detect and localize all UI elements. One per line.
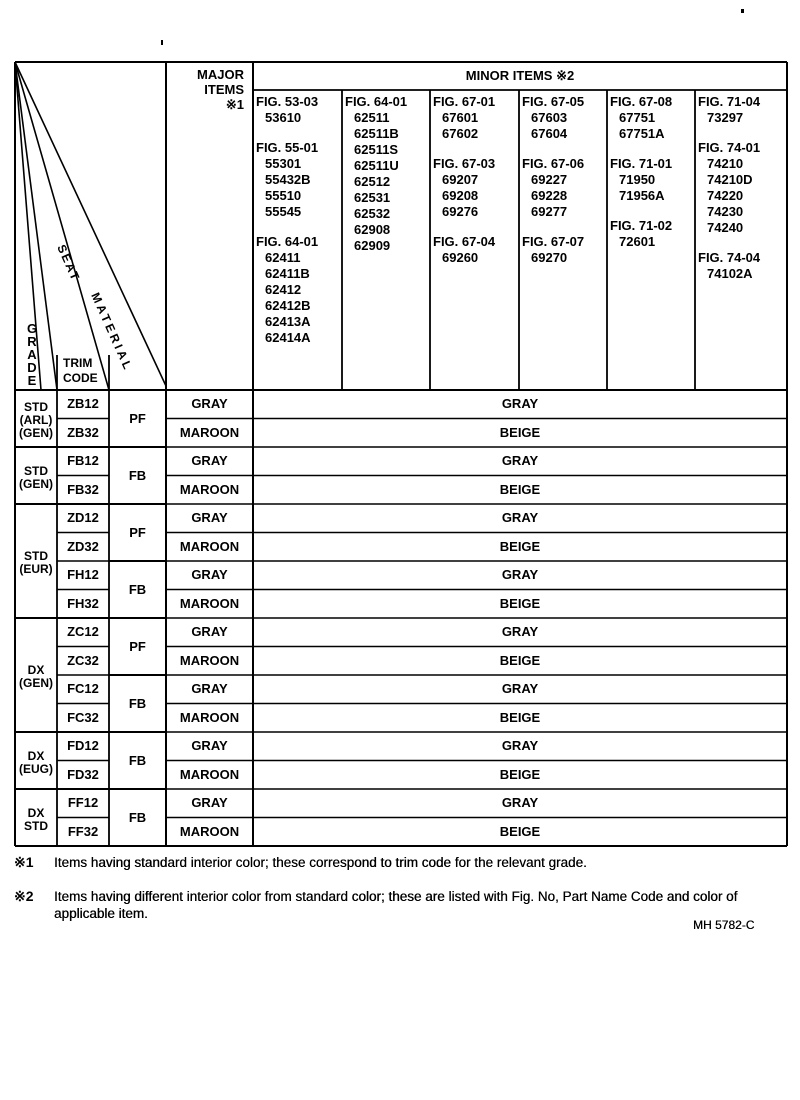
- fig-number: FIG. 67-05: [522, 94, 585, 109]
- part-code: 74220: [707, 188, 744, 203]
- grade-label: DX (GEN): [19, 663, 53, 690]
- part-code: 67601: [442, 110, 479, 125]
- major-item-color: MAROON: [179, 595, 240, 611]
- seat-material-label: FB: [128, 809, 147, 825]
- major-item-color: MAROON: [179, 424, 240, 440]
- major-item-color: GRAY: [191, 567, 228, 583]
- fig-number: FIG. 53-03: [256, 94, 319, 109]
- fig-number: FIG. 67-03: [433, 156, 496, 171]
- major-item-color: GRAY: [191, 795, 228, 811]
- minor-item-color: GRAY: [501, 567, 539, 583]
- minor-item-color: BEIGE: [499, 823, 541, 839]
- minor-item-color: GRAY: [501, 681, 539, 697]
- trim-code: FC12: [67, 681, 99, 697]
- minor-item-color: GRAY: [501, 624, 539, 640]
- part-code: 62511U: [354, 158, 399, 173]
- fig-group: [433, 156, 518, 220]
- fig-number: FIG. 67-07: [522, 234, 585, 249]
- fig-group: [345, 94, 429, 254]
- major-item-color: MAROON: [179, 709, 240, 725]
- grade-header: G R A D E: [26, 321, 38, 388]
- minor-item-column: [610, 94, 694, 264]
- minor-item-column: [433, 94, 518, 280]
- part-code: 69277: [531, 204, 568, 219]
- note-text: Items having standard interior color; these correspond to trim code for the relevant grade.: [54, 855, 587, 870]
- trim-code: FH12: [67, 567, 99, 583]
- grade-label: STD (ARL) (GEN): [19, 400, 53, 440]
- part-code: 74210D: [707, 172, 753, 187]
- fig-number: FIG. 64-01: [345, 94, 408, 109]
- fig-number: FIG. 74-01: [698, 140, 761, 155]
- scan-speck: [161, 40, 163, 45]
- minor-item-color: BEIGE: [499, 481, 541, 497]
- fig-number: FIG. 74-04: [698, 250, 761, 265]
- material-header: MATERIAL: [88, 290, 136, 374]
- fig-number: FIG. 67-01: [433, 94, 496, 109]
- part-code: 62412: [265, 282, 302, 297]
- major-item-color: MAROON: [179, 652, 240, 668]
- minor-item-column: [256, 94, 341, 360]
- major-item-color: GRAY: [191, 510, 228, 526]
- part-code: 67603: [531, 110, 568, 125]
- seat-header: SEAT: [54, 242, 84, 284]
- fig-group: [610, 94, 694, 142]
- major-items-header: MAJOR ITEMS ※1: [197, 67, 244, 112]
- trim-code: FF12: [67, 795, 99, 811]
- major-item-color: GRAY: [191, 681, 228, 697]
- part-code: 62511B: [354, 126, 399, 141]
- major-item-color: GRAY: [191, 396, 228, 412]
- fig-group: [610, 156, 694, 204]
- fig-group: [433, 94, 518, 142]
- part-code: 69276: [442, 204, 479, 219]
- trim-code: FH32: [67, 595, 99, 611]
- part-code: 62908: [354, 222, 391, 237]
- trim-code: ZB32: [67, 424, 99, 440]
- part-code: 67751: [619, 110, 656, 125]
- fig-number: FIG. 71-02: [610, 218, 673, 233]
- trim-code: ZC32: [67, 652, 99, 668]
- part-code: 55510: [265, 188, 302, 203]
- trim-code: FB12: [67, 453, 99, 469]
- fig-number: FIG. 67-06: [522, 156, 585, 171]
- minor-item-column: [522, 94, 606, 280]
- seat-material-label: PF: [129, 638, 146, 654]
- part-code: 69208: [442, 188, 479, 203]
- part-code: 69207: [442, 172, 479, 187]
- part-code: 62411: [265, 250, 301, 265]
- major-item-color: GRAY: [191, 624, 228, 640]
- part-code: 62531: [354, 190, 391, 205]
- minor-item-color: GRAY: [501, 795, 539, 811]
- part-code: 62532: [354, 206, 391, 221]
- part-code: 69270: [531, 250, 568, 265]
- trim-code: FB32: [67, 481, 99, 497]
- note-mark: ※2: [14, 888, 34, 904]
- minor-item-color: GRAY: [501, 453, 539, 469]
- fig-group: [610, 218, 694, 250]
- trim-code: FC32: [67, 709, 99, 725]
- part-code: 69227: [531, 172, 568, 187]
- part-code: 53610: [265, 110, 302, 125]
- part-code: 62909: [354, 238, 391, 253]
- minor-item-color: GRAY: [501, 396, 539, 412]
- fig-number: FIG. 71-04: [698, 94, 761, 109]
- seat-material-label: PF: [129, 524, 146, 540]
- note-mark: ※1: [14, 854, 34, 870]
- grade-label: STD (EUR): [19, 549, 53, 576]
- minor-item-color: BEIGE: [499, 709, 541, 725]
- fig-number: FIG. 71-01: [610, 156, 673, 171]
- grade-label: DX STD: [24, 805, 48, 833]
- major-item-color: MAROON: [179, 538, 240, 554]
- minor-item-column: [698, 94, 786, 296]
- minor-item-color: BEIGE: [499, 652, 541, 668]
- fig-group: [698, 250, 786, 282]
- part-code: 74102A: [707, 266, 753, 281]
- part-code: 69260: [442, 250, 479, 265]
- major-item-color: GRAY: [191, 453, 228, 469]
- minor-item-color: BEIGE: [499, 538, 541, 554]
- fig-group: [522, 234, 606, 266]
- fig-number: FIG. 55-01: [256, 140, 319, 155]
- major-item-color: MAROON: [179, 481, 240, 497]
- fig-group: [522, 94, 606, 142]
- part-code: 74230: [707, 204, 744, 219]
- minor-item-color: BEIGE: [499, 424, 541, 440]
- seat-material-label: FB: [128, 467, 147, 483]
- major-item-color: GRAY: [191, 738, 228, 754]
- seat-material-label: FB: [128, 581, 147, 597]
- fig-number: FIG. 67-04: [433, 234, 496, 249]
- part-code: 55432B: [265, 172, 311, 187]
- trim-code: FF32: [67, 823, 99, 839]
- trim-code: FD12: [67, 738, 99, 754]
- trim-code: ZD12: [67, 510, 99, 526]
- minor-item-color: BEIGE: [499, 595, 541, 611]
- scan-speck: [741, 9, 744, 13]
- trim-code: FD32: [67, 766, 99, 782]
- fig-group: [433, 234, 518, 266]
- document-code: MH 5782-C: [693, 918, 755, 932]
- major-item-color: MAROON: [179, 766, 240, 782]
- seat-material-label: FB: [128, 695, 147, 711]
- part-code: 62414A: [265, 330, 311, 345]
- part-code: 67751A: [619, 126, 665, 141]
- part-code: 67602: [442, 126, 479, 141]
- trim-code-header: TRIM CODE: [63, 356, 98, 385]
- fig-group: [698, 94, 786, 126]
- part-code: 62411B: [265, 266, 310, 281]
- part-code: 67604: [531, 126, 568, 141]
- part-code: 62412B: [265, 298, 311, 313]
- part-code: 55301: [265, 156, 302, 171]
- fig-group: [256, 140, 341, 220]
- part-code: 73297: [707, 110, 744, 125]
- minor-item-color: BEIGE: [499, 766, 541, 782]
- part-code: 62413A: [265, 314, 311, 329]
- minor-item-column: [345, 94, 429, 268]
- part-code: 55545: [265, 204, 302, 219]
- minor-item-color: GRAY: [501, 738, 539, 754]
- part-code: 71950: [619, 172, 656, 187]
- fig-group: [256, 94, 341, 126]
- part-code: 72601: [619, 234, 656, 249]
- trim-code: ZD32: [67, 538, 99, 554]
- part-code: 62512: [354, 174, 391, 189]
- grade-label: DX (EUG): [19, 748, 53, 776]
- fig-group: [256, 234, 341, 346]
- part-code: 62511: [354, 110, 390, 125]
- minor-items-header: MINOR ITEMS ※2: [465, 68, 575, 83]
- trim-code: ZC12: [67, 624, 99, 640]
- trim-code: ZB12: [67, 396, 99, 412]
- minor-item-color: GRAY: [501, 510, 539, 526]
- seat-material-label: PF: [129, 410, 146, 426]
- note-text: Items having different interior color from standard color; these are listed with Fig. No, Part Name Code and color of applicable item.: [54, 889, 738, 921]
- seat-material-label: FB: [128, 752, 147, 768]
- grade-label: STD (GEN): [19, 463, 53, 491]
- fig-number: FIG. 67-08: [610, 94, 673, 109]
- fig-group: [698, 140, 786, 236]
- fig-group: [522, 156, 606, 220]
- part-code: 71956A: [619, 188, 665, 203]
- fig-number: FIG. 64-01: [256, 234, 319, 249]
- part-code: 74240: [707, 220, 744, 235]
- part-code: 74210: [707, 156, 744, 171]
- major-item-color: MAROON: [179, 823, 240, 839]
- part-code: 69228: [531, 188, 568, 203]
- part-code: 62511S: [354, 142, 399, 157]
